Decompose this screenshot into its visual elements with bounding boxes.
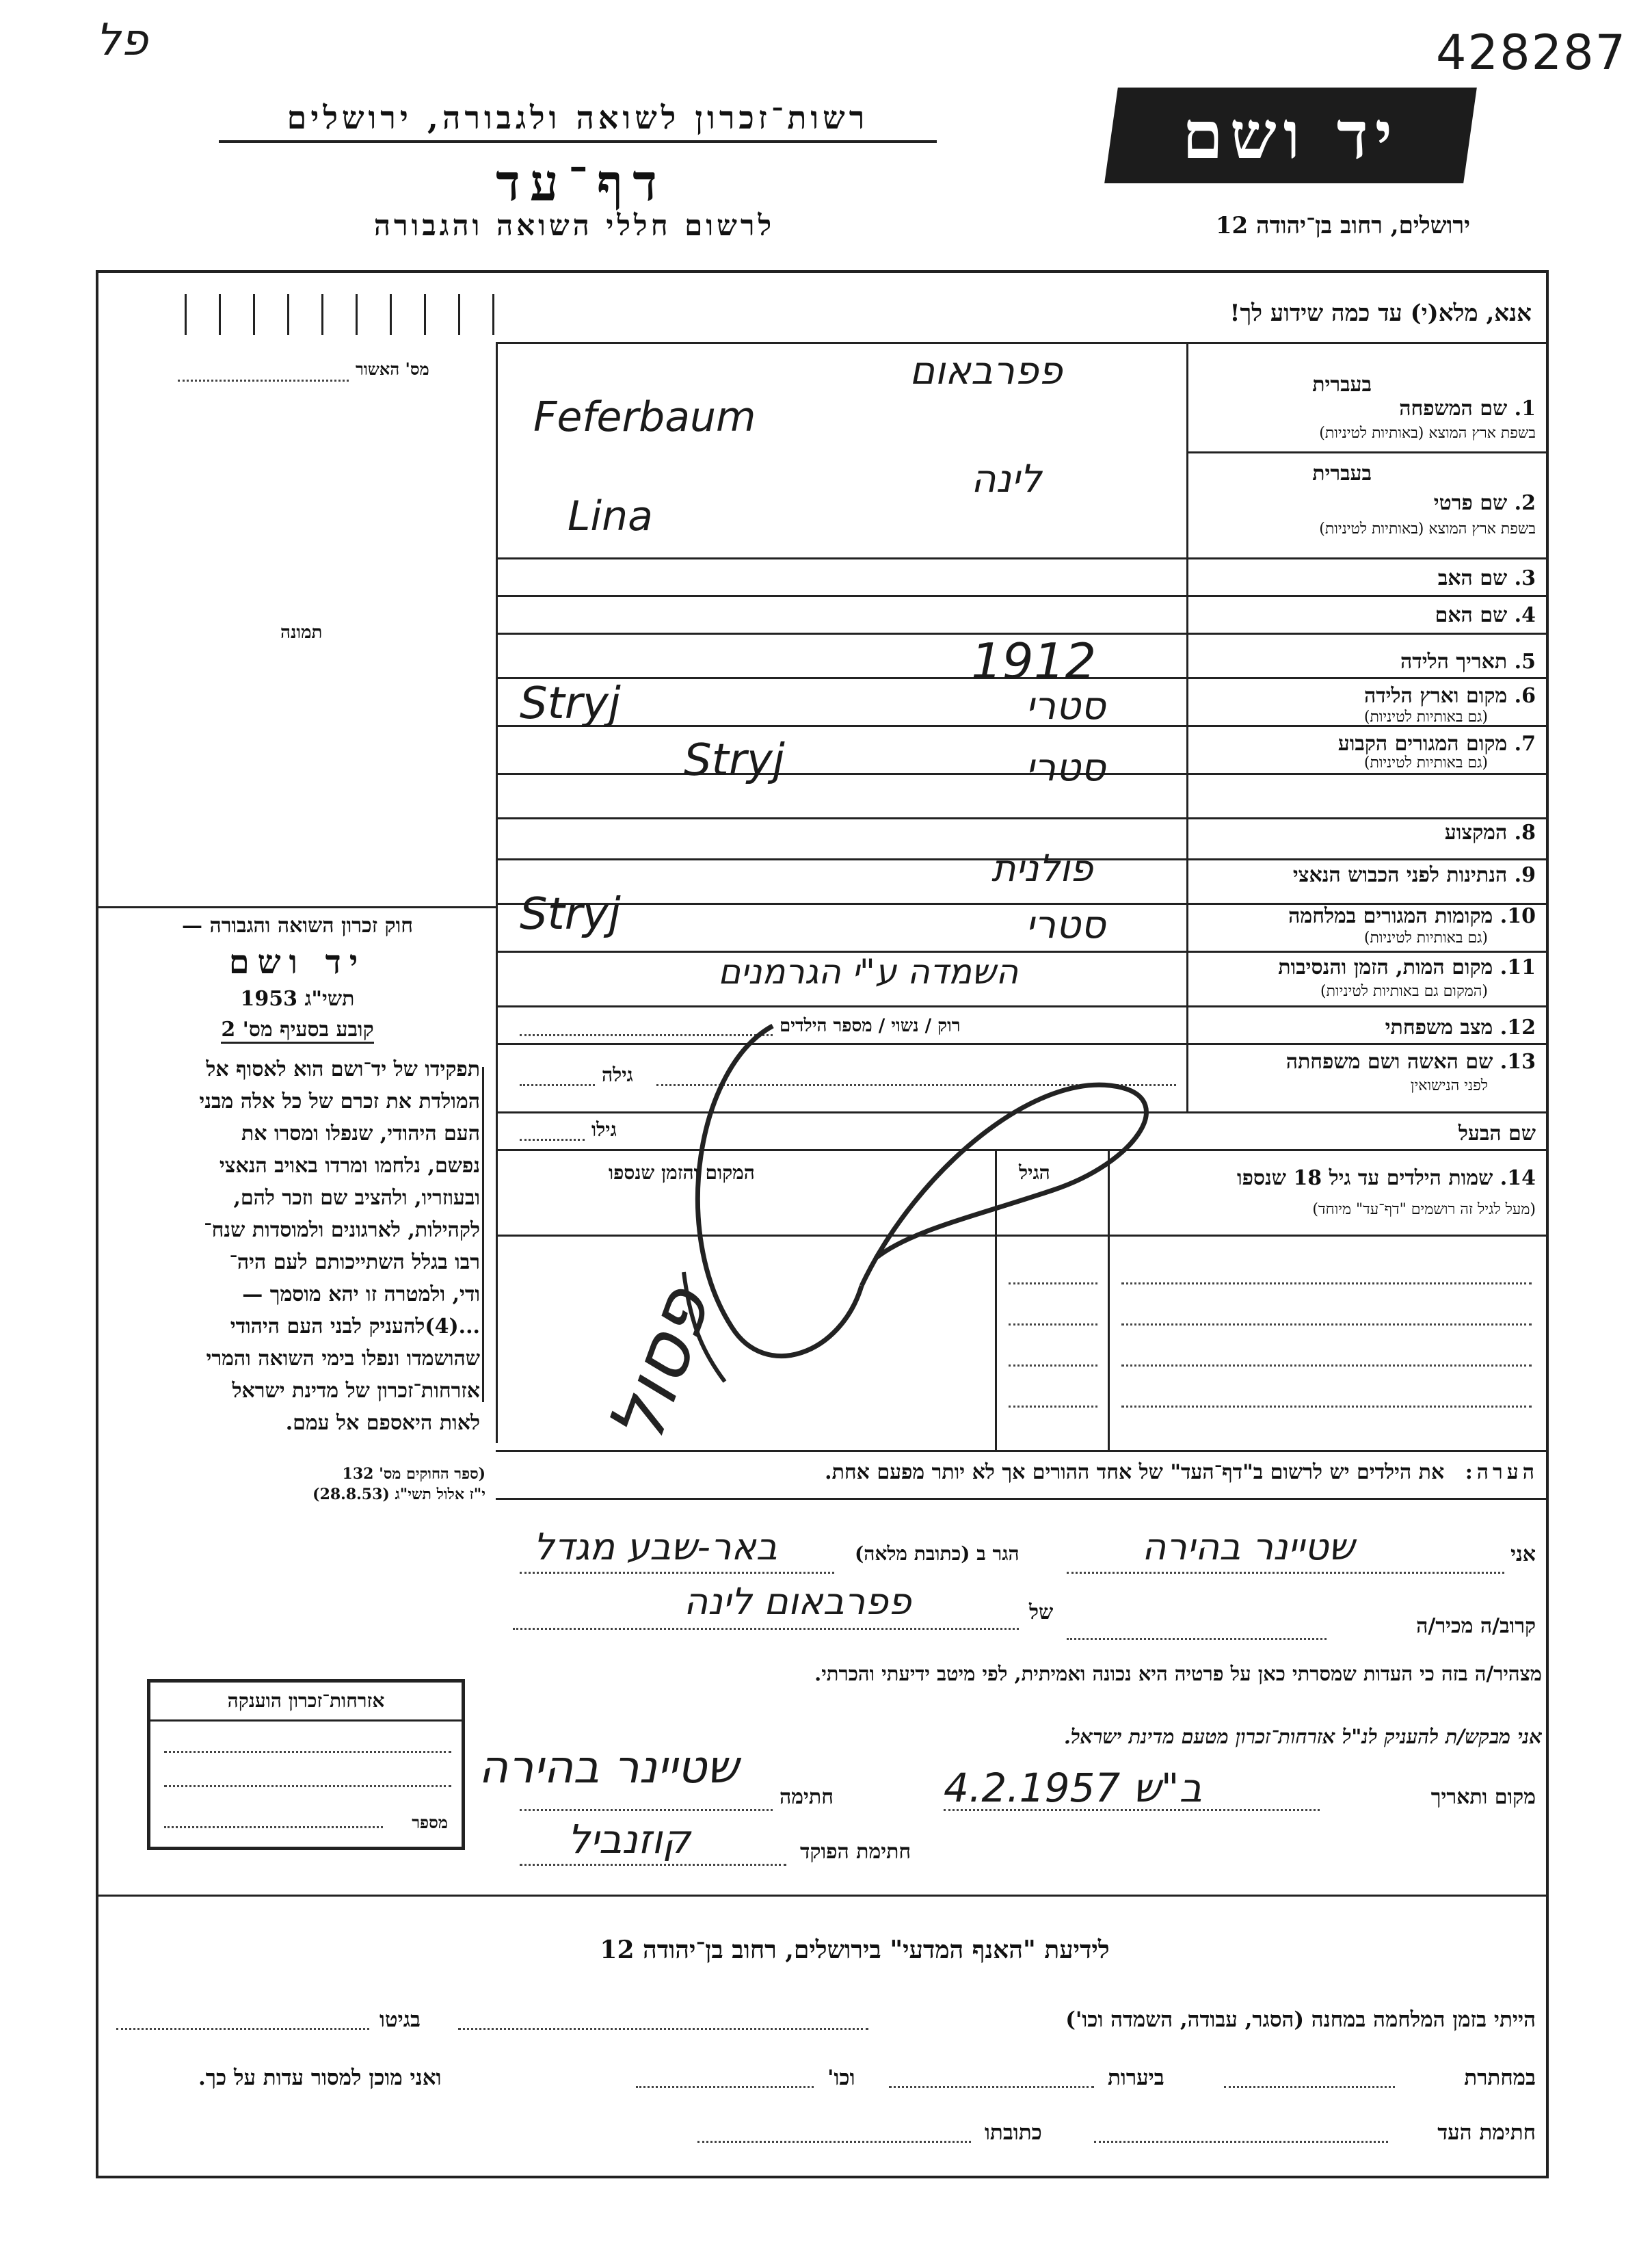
field-4-label: 4. שם האם bbox=[1435, 603, 1536, 627]
citizenship-number-label: מספר bbox=[412, 1812, 448, 1832]
field-7-label: 7. מקום המגורים הקבוע bbox=[1337, 732, 1536, 756]
field-10-note: (גם באותיות לטיניות) bbox=[1363, 929, 1488, 947]
witness-signature-label: חתימת העד bbox=[1437, 2120, 1536, 2145]
declarant-address: באר-שבע מגדל bbox=[533, 1525, 777, 1568]
photo-label: תמונה bbox=[280, 622, 323, 643]
camp-line: הייתי בזמן המלחמה במחנה (הסגר, עבודה, השמדה וכו') bbox=[1065, 2007, 1536, 2032]
declarant-name: שטיינר בהירה bbox=[1142, 1525, 1355, 1568]
field-13-label: 13. שם האשה ושם משפחתה bbox=[1285, 1050, 1536, 1074]
law-box bbox=[103, 910, 492, 1436]
org-line: רשות־זכרון לשואה ולגבורה, ירושלים bbox=[219, 99, 937, 143]
residing-label: הגר ב (כתובת מלאה) bbox=[855, 1542, 1020, 1565]
citizenship-title: אזרחות־זכרון הוענקה bbox=[150, 1683, 462, 1722]
residence-latin: Stryj bbox=[684, 735, 785, 786]
field-1-latin-note: בשפת ארץ המוצא (באותיות לטיניות) bbox=[1319, 425, 1536, 442]
law-text: תפקידו של יד־ושם הוא לאסוף אל המולדת את זכרם של כל אלה מבני העם היהודי, שנפלו ומסרו את נפשם, נלחמו ומרדו באויב הנאצי ובעוזריו, ולהציב שם וזכר להם, לקהילות, לארגונים ולמוסדות שנח־ רבו בגלל השתייכותם לעם היה־ ודי, ולמטרה זו יהא מוסמך — ...(4)להעניק לבני העם היהודי שהושמדו ונפלו בימי השואה והמרי אזרחות־זכרון של מדינת ישראל לאות היאספם אל עמם. bbox=[199, 1057, 480, 1435]
place-date-label: מקום ותאריך bbox=[1430, 1785, 1536, 1809]
birthdate-value: 1912 bbox=[971, 633, 1097, 690]
children-age-header: הגיל bbox=[1019, 1161, 1050, 1184]
form-title: דף־עד bbox=[496, 154, 667, 213]
surname-hebrew: פפרבאום bbox=[909, 349, 1063, 393]
nationality-value: פולנית bbox=[991, 847, 1093, 890]
note-row bbox=[506, 1460, 1538, 1484]
officer-label: חתימת הפוקד bbox=[800, 1840, 911, 1864]
relation-label: קרוב/ה מכיר/ה bbox=[1416, 1614, 1536, 1638]
etc-label: וכו' bbox=[827, 2066, 855, 2090]
field-10-label: 10. מקומות המגורים במלחמה bbox=[1288, 904, 1536, 928]
declaration-request: אני מבקש/ת להעניק לנ"ל אזרחות־זכרון מטעם מדינת ישראל. bbox=[1063, 1725, 1542, 1748]
ready-label: ואני מוכן למסור עדות על כך. bbox=[198, 2066, 442, 2090]
field-1-label: 1. שם המשפחה bbox=[1399, 397, 1536, 421]
field-11-label: 11. מקום המות, הזמן והנסיבות bbox=[1278, 955, 1536, 979]
firstname-latin: Lina bbox=[568, 492, 653, 540]
law-reference: (ספר החוקים מס' 132 י"ז אלול תשי"ג (28.8.53) bbox=[312, 1465, 485, 1503]
field-3-label: 3. שם האב bbox=[1437, 566, 1536, 590]
field-11-note: (המקום גם באותיות לטיניות) bbox=[1320, 983, 1488, 1000]
children-label: 14. שמות הילדים עד גיל 18 שנספו bbox=[1236, 1166, 1536, 1190]
ghetto-label: בגיטו bbox=[379, 2007, 421, 2032]
place-date-value: ב"ש 4.2.1957 bbox=[944, 1765, 1203, 1811]
children-note: (מעל לגיל זה רושמים "דף־עד" מיוחד) bbox=[1312, 1201, 1536, 1218]
wartime-residence-latin: Stryj bbox=[520, 889, 621, 940]
husband-label: שם הבעל bbox=[1458, 1122, 1536, 1146]
declaration-statement: מצהיר/ה בזה כי העדות שמסרתי כאן על פרטיה היא נכונה ואמיתית, לפי מיטב ידיעתי והכרתי. bbox=[814, 1662, 1542, 1685]
note-label: הערה: bbox=[1465, 1460, 1538, 1484]
field-6-note: (גם באותיות לטיניות) bbox=[1363, 709, 1488, 726]
firstname-hebrew: לינה bbox=[971, 457, 1042, 501]
residence-hebrew: סטרי bbox=[1026, 746, 1106, 790]
footer-title: לידיעת "האנף המדעי" בירושלים, רחוב בן־יהודה 12 bbox=[600, 1936, 1110, 1964]
death-circumstances-value: השמדה ע"י הגרמנים bbox=[718, 952, 1019, 992]
field-13-note: לפני הנישואין bbox=[1410, 1077, 1488, 1094]
victim-reference: פפרבאום לינה bbox=[684, 1580, 911, 1623]
yad-vashem-logo: יד ושם bbox=[1104, 88, 1477, 183]
children-place-header: המקום והזמן שנספו bbox=[609, 1161, 755, 1184]
husband-age-label: גילו bbox=[591, 1118, 617, 1141]
wife-age-label: גילה bbox=[602, 1064, 633, 1086]
field-2-label: 2. שם פרטי bbox=[1433, 491, 1536, 515]
underground-label: במחתרת bbox=[1464, 2066, 1536, 2090]
marital-options: רוק / נשוי / מספר הילדים bbox=[780, 1016, 961, 1036]
surname-latin: Feferbaum bbox=[533, 393, 756, 441]
law-year: תשי"ג 1953 bbox=[240, 987, 355, 1011]
note-text: את הילדים יש לרשום ב"דף־העד" של אחד ההורים אך לא יותר מפעם אחת. bbox=[825, 1460, 1445, 1484]
of-label: של bbox=[1029, 1600, 1054, 1624]
law-clause: קובע בסעיף מס' 2 bbox=[221, 1018, 373, 1044]
field-9-label: 9. הנתינות לפני הכבוש הנאצי bbox=[1292, 863, 1536, 887]
witness-address-label: כתובתו bbox=[985, 2120, 1042, 2145]
birthplace-latin: Stryj bbox=[520, 678, 621, 729]
field-2-inhebrew: בעברית bbox=[1312, 462, 1372, 486]
birthplace-hebrew: סטרי bbox=[1026, 684, 1106, 728]
citizenship-box bbox=[147, 1679, 465, 1850]
field-12-label: 12. מצב משפחתי bbox=[1385, 1016, 1536, 1040]
crossed-mark-text: פסול bbox=[591, 1276, 728, 1455]
signature-label: חתימה bbox=[780, 1785, 834, 1809]
signature-value: שטיינר בהירה bbox=[479, 1741, 739, 1793]
field-5-label: 5. תאריך הלידה bbox=[1400, 650, 1536, 674]
officer-signature: קוזנביל bbox=[568, 1816, 691, 1862]
field-8-label: 8. המקצוע bbox=[1444, 821, 1536, 845]
field-1-inhebrew: בעברית bbox=[1312, 373, 1372, 397]
archive-number: 428287 bbox=[1436, 25, 1627, 81]
law-name: יד ושם bbox=[228, 943, 367, 981]
field-7-note: (גם באותיות לטיניות) bbox=[1363, 754, 1488, 772]
form-subtitle: לרשום חללי השואה והגבורה bbox=[373, 209, 775, 242]
header-address: ירושלים, רחוב בן־יהודה 12 bbox=[1215, 212, 1470, 239]
registration-ticks bbox=[171, 294, 492, 335]
form-request: אנא, מלא(י) עד כמה שידוע לך! bbox=[1229, 300, 1532, 327]
field-6-label: 6. מקום וארץ הלידה bbox=[1363, 684, 1536, 708]
law-title: חוק זכרון השואה והגבורה — bbox=[182, 914, 413, 938]
registration-label: מס' האשור bbox=[356, 359, 429, 379]
forests-label: ביערות bbox=[1108, 2066, 1164, 2090]
field-2-latin-note: בשפת ארץ המוצא (באותיות לטיניות) bbox=[1319, 520, 1536, 538]
declarant-label: אני bbox=[1510, 1542, 1536, 1566]
corner-note: פל bbox=[96, 15, 148, 66]
wartime-residence-hebrew: סטרי bbox=[1026, 903, 1106, 947]
